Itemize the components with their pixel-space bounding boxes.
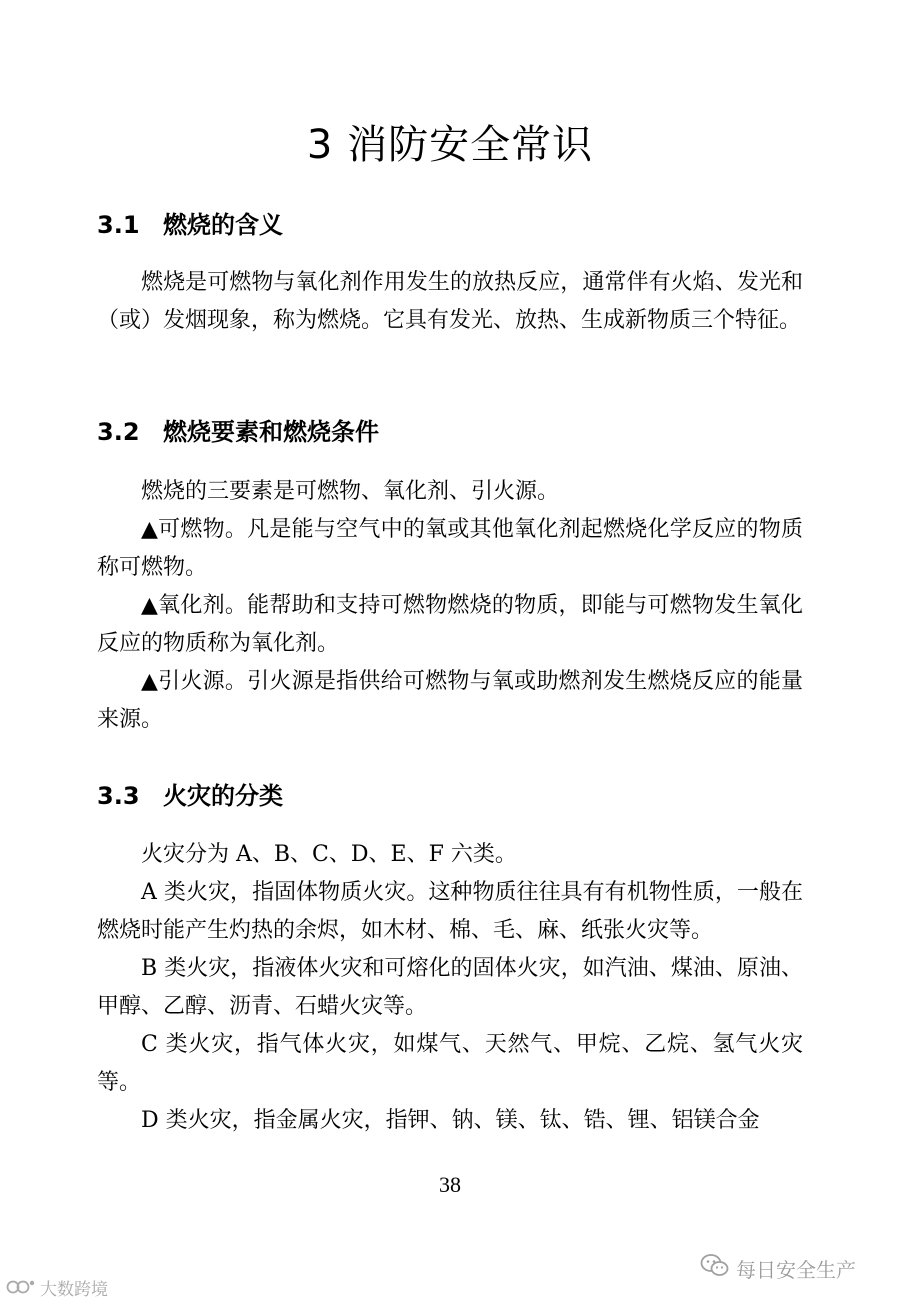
section-title: 燃烧要素和燃烧条件: [163, 418, 379, 446]
section-number: 3.3: [97, 782, 140, 810]
watermark-brand-name: 大数跨境: [40, 1280, 108, 1300]
section-title: 燃烧的含义: [163, 211, 283, 239]
section-number: 3.1: [97, 211, 140, 239]
paragraph: ▲可燃物。凡是能与空气中的氧或其他氧化剂起燃烧化学反应的物质称可燃物。: [97, 517, 803, 580]
chapter-title: 3 消防安全常识: [306, 122, 594, 168]
paragraph: ▲引火源。引火源是指供给可燃物与氧或助燃剂发生燃烧反应的能量来源。: [97, 669, 803, 732]
watermark-account: [700, 1255, 856, 1285]
paragraph: C 类火灾，指气体火灾，如煤气、天然气、甲烷、乙烷、氢气火灾等。: [97, 1032, 803, 1095]
paragraph: ▲氧化剂。能帮助和支持可燃物燃烧的物质，即能与可燃物发生氧化反应的物质称为氧化剂。: [97, 593, 803, 656]
paragraph: 燃烧是可燃物与氧化剂作用发生的放热反应，通常伴有火焰、发光和（或）发烟现象，称为燃烧。它具有发光、放热、生成新物质三个特征。: [97, 270, 803, 333]
brand-logo-icon: [6, 1277, 36, 1304]
section-heading-3-1: [97, 207, 817, 243]
paragraph: 火灾分为 A、B、C、D、E、F 六类。: [141, 842, 517, 867]
watermark-brand: [6, 1278, 108, 1302]
section-heading-3-2: [97, 414, 817, 450]
paragraph: D 类火灾，指金属火灾，指钾、钠、镁、钛、锆、锂、铝镁合金: [141, 1108, 760, 1133]
paragraph: 燃烧的三要素是可燃物、氧化剂、引火源。: [141, 479, 560, 504]
paragraph: B 类火灾，指液体火灾和可熔化的固体火灾，如汽油、煤油、原油、甲醇、乙醇、沥青、石蜡火灾等。: [97, 956, 803, 1019]
wechat-icon: [700, 1253, 730, 1287]
section-heading-3-3: [97, 778, 817, 814]
watermark-account-name: 每日安全生产: [736, 1258, 856, 1282]
section-title: 火灾的分类: [163, 782, 283, 810]
section-number: 3.2: [97, 418, 140, 446]
paragraph: A 类火灾，指固体物质火灾。这种物质往往具有有机物性质，一般在燃烧时能产生灼热的余烬，如木材、棉、毛、麻、纸张火灾等。: [97, 880, 803, 943]
page-number: 38: [439, 1172, 461, 1197]
